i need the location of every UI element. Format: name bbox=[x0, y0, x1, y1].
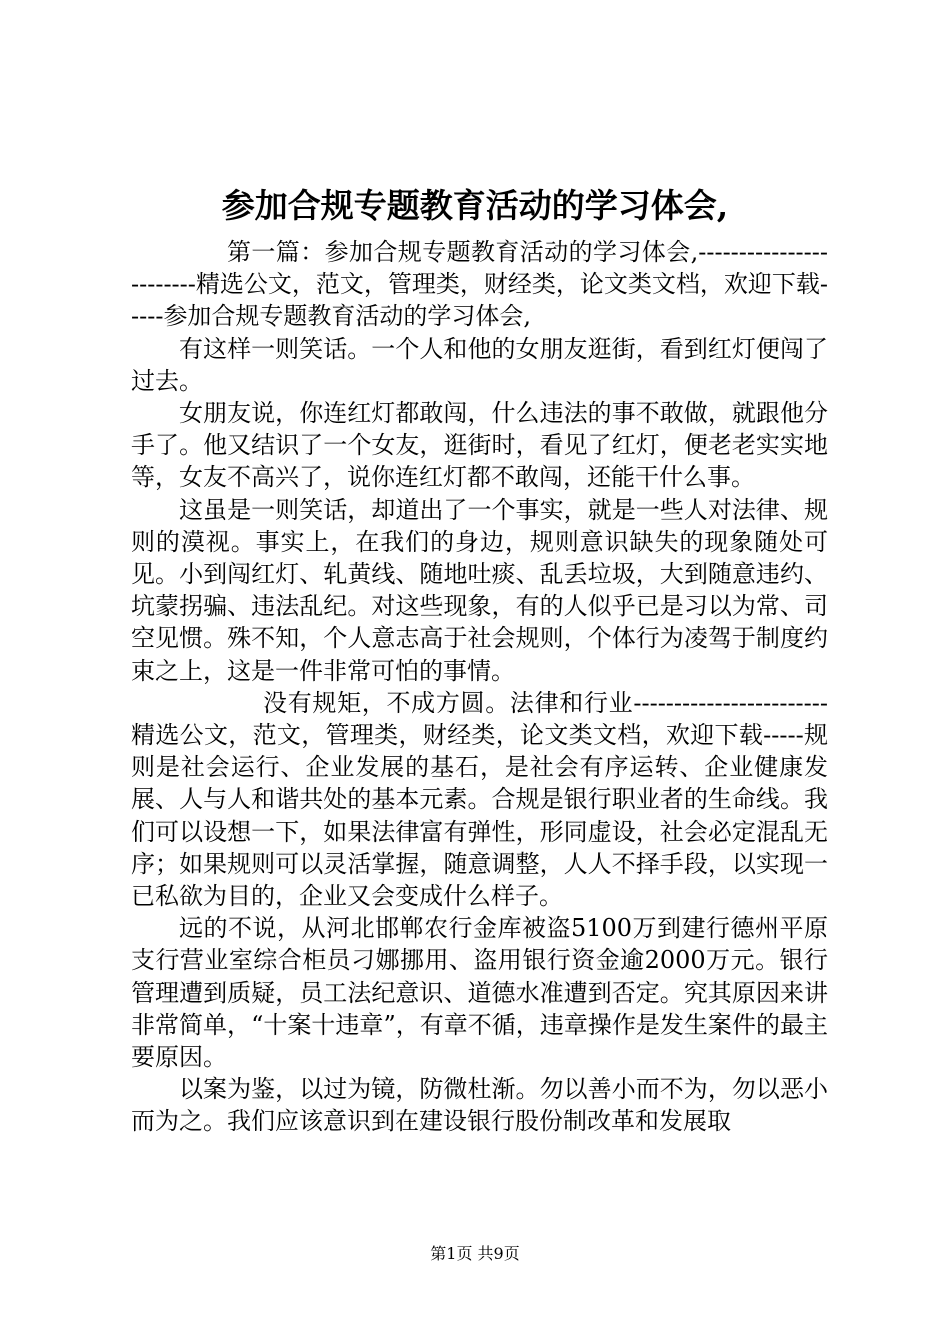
page-footer: 第1页 共9页 bbox=[430, 1244, 520, 1263]
document-body bbox=[131, 236, 828, 1138]
paragraph-5: 没有规矩，不成方圆。法律和行业------------------------精选公文，范文，管理类，财经类，论文类文档，欢迎下载-----规则是社会运行、企业发展的基石，是社会有序运转、企业健康发展、人与人和谐共处的基本元素。合规是银行职业者的生命线。我们可以设想一下，如果法律富有弹性，形同虚设，社会必定混乱无序；如果规则可以灵活掌握，随意调整，人人不择手段，以实现一已私欲为目的，企业又会变成什么样子。 bbox=[131, 688, 828, 911]
paragraph-7: 以案为鉴，以过为镜，防微杜渐。勿以善小而不为，勿以恶小而为之。我们应该意识到在建设银行股份制改革和发展取 bbox=[131, 1075, 828, 1136]
document-title: 参加合规专题教育活动的学习体会, bbox=[221, 186, 729, 225]
paragraph-4: 这虽是一则笑话，却道出了一个事实，就是一些人对法律、规则的漠视。事实上，在我们的身边，规则意识缺失的现象随处可见。小到闯红灯、轧黄线、随地吐痰、乱丢垃圾，大到随意违约、坑蒙拐骗、违法乱纪。对这些现象，有的人似乎已是习以为常、司空见惯。殊不知，个人意志高于社会规则，个体行为凌驾于制度约束之上，这是一件非常可怕的事情。 bbox=[131, 495, 828, 685]
paragraph-3: 女朋友说，你连红灯都敢闯，什么违法的事不敢做，就跟他分手了。他又结识了一个女友，逛街时，看见了红灯，便老老实实地等，女友不高兴了，说你连红灯都不敢闯，还能干什么事。 bbox=[131, 399, 828, 492]
paragraph-2: 有这样一则笑话。一个人和他的女朋友逛街，看到红灯便闯了过去。 bbox=[131, 334, 828, 395]
paragraph-6: 远的不说，从河北邯郸农行金库被盗5100万到建行德州平原支行营业室综合柜员刁娜挪用、盗用银行资金逾2000万元。银行管理遭到质疑，员工法纪意识、道德水准遭到否定。究其原因来讲非常简单，“十案十违章”，有章不循，违章操作是发生案件的最主要原因。 bbox=[131, 914, 828, 1072]
paragraph-1: 第一篇：参加合规专题教育活动的学习体会,------------------------精选公文，范文，管理类，财经类，论文类文档，欢迎下载-----参加合规专题教育活动的学习体会, bbox=[131, 238, 828, 331]
